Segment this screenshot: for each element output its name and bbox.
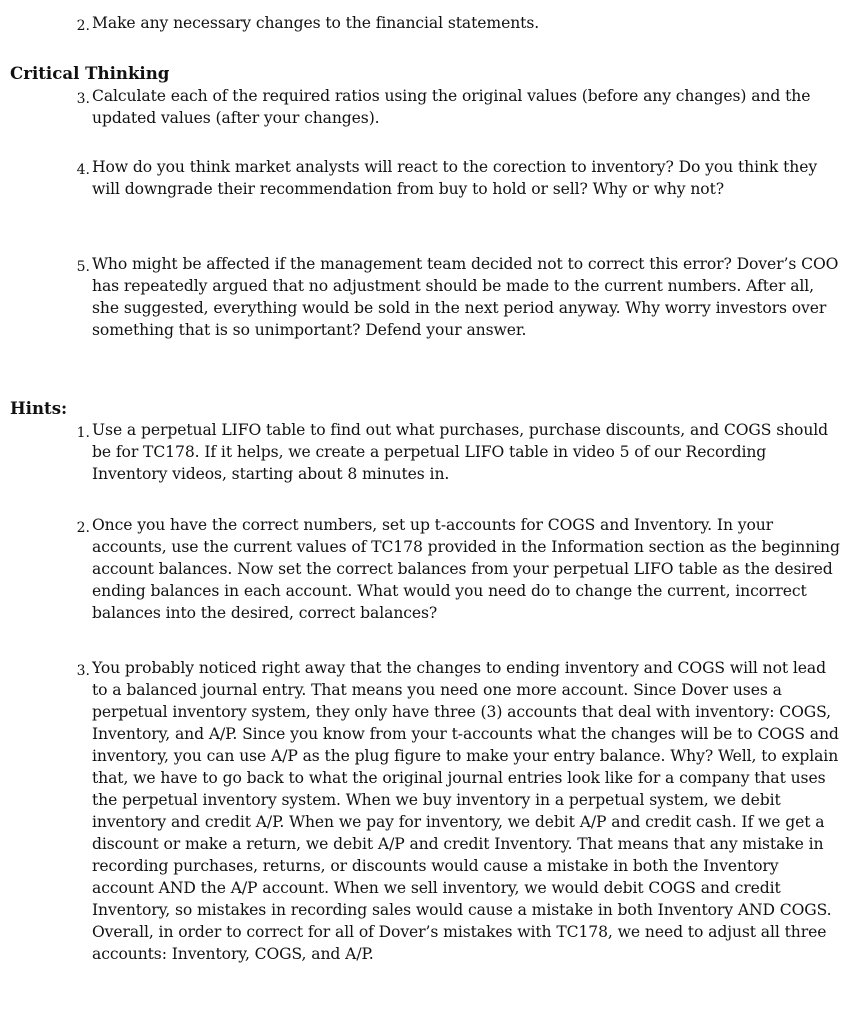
list-item xyxy=(68,12,840,34)
list-number: 3. xyxy=(76,91,90,107)
list-item xyxy=(68,85,840,129)
list-number: 5. xyxy=(76,259,90,275)
list-item xyxy=(68,657,840,965)
list-item xyxy=(68,514,840,624)
list-item-text: Calculate each of the required ratios using the original values (before any changes) and the updated values (after your changes). xyxy=(92,87,811,127)
list-item-text: How do you think market analysts will react to the corection to inventory? Do you think they will downgrade their recommendation from buy to hold or sell? Why or why not? xyxy=(92,158,818,198)
list-item-text: Once you have the correct numbers, set up t-accounts for COGS and Inventory. In your accounts, use the current values of TC178 provided in the Information section as the beginning account balances. Now set the correct balances from your perpetual LIFO table as the desired ending balances in each account. What would you need do to change the current, incorrect balances into the desired, correct balances? xyxy=(92,516,840,622)
list-number: 4. xyxy=(76,162,90,178)
list-item-text: You probably noticed right away that the changes to ending inventory and COGS will not lead to a balanced journal entry. That means you need one more account. Since Dover uses a perpetual inventory system, they only have three (3) accounts that deal with inventory: COGS, Inventory, and A/P. Since you know from your t-accounts what the changes will be to COGS and inventory, you can use A/P as the plug figure to make your entry balance. Why? Well, to explain that, we have to go back to what the original journal entries look like for a company that uses the perpetual inventory system. When we buy inventory in a perpetual system, we debit inventory and credit A/P. When we pay for inventory, we debit A/P and credit cash. If we get a discount or make a return, we debit A/P and credit Inventory. That means that any mistake in recording purchases, returns, or discounts would cause a mistake in both the Inventory account AND the A/P account. When we sell inventory, we would debit COGS and credit Inventory, so mistakes in recording sales would cause a mistake in both Inventory AND COGS. Overall, in order to correct for all of Dover’s mistakes with TC178, we need to adjust all three accounts: Inventory, COGS, and A/P. xyxy=(92,659,839,963)
list-item-text: Use a perpetual LIFO table to find out what purchases, purchase discounts, and COGS should be for TC178. If it helps, we create a perpetual LIFO table in video 5 of our Recording Inventory videos, starting about 8 minutes in. xyxy=(92,421,829,483)
list-number: 2. xyxy=(76,18,90,34)
list-item-text: Make any necessary changes to the financial statements. xyxy=(92,14,540,32)
critical-thinking-heading: Critical Thinking xyxy=(10,63,170,83)
list-number: 1. xyxy=(76,425,90,441)
list-item xyxy=(68,419,840,485)
hints-heading: Hints: xyxy=(10,398,68,418)
list-item xyxy=(68,253,840,341)
list-item-text: Who might be affected if the management team decided not to correct this error? Dover’s COO has repeatedly argued that no adjustment should be made to the current numbers. After all, she suggested, everything would be sold in the next period anyway. Why worry investors over something that is so unimportant? Defend your answer. xyxy=(92,255,839,339)
list-number: 3. xyxy=(76,663,90,679)
list-number: 2. xyxy=(76,520,90,536)
list-item xyxy=(68,156,840,200)
